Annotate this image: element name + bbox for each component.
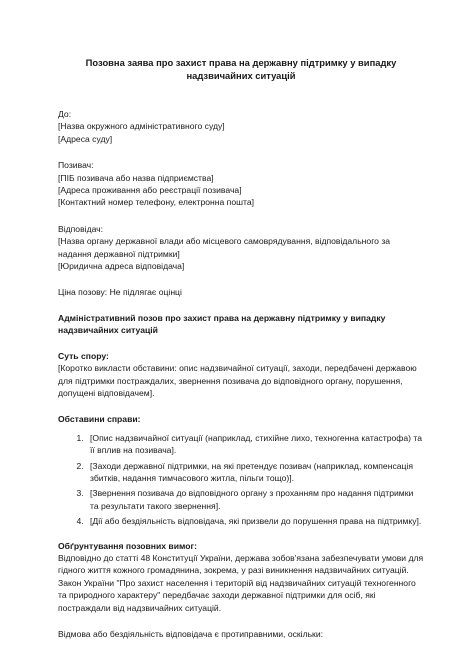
plaintiff-block [58,159,424,209]
document-title: Позовна заява про захист права на державну підтримку у випадку надзвичайних ситуацій [85,57,397,81]
grounds-text: Відповідно до статті 48 Конституції України, держава зобов'язана забезпечувати умови для гідного життя кожного громадянина, зокрема, у разі виникнення надзвичайних ситуацій. Закон України "Про захист населення і територій від надзвичайних ситуацій техногенного та природного характеру" передбачає заходи державної підтримки для осіб, які постраждали від надзвичайних ситуацій. [58,552,424,613]
circumstances-heading: Обставини справи: [58,414,141,425]
defendant-address: [Юридична адреса відповідача] [58,261,185,272]
list-item: 3. [Звернення позивача до відповідного органу з проханням про надання підтримки та результати такого звернення]. [86,487,424,512]
plaintiff-address: [Адреса проживання або реєстрації позивача] [58,185,242,196]
plaintiff-label: Позивач: [58,160,94,171]
court-label: До: [58,109,72,119]
court-name: [Назва окружного адміністративного суду] [58,121,225,132]
essence-heading: Суть спору: [58,350,109,361]
grounds-heading: Обґрунтування позовних вимог: [58,540,197,551]
essence-section [58,350,424,400]
list-item: 4. [Дії або бездіяльність відповідача, які призвели до порушення права на підтримку]. [86,515,424,527]
claim-subtitle: Адміністративний позов про захист права на державну підтримку у випадку надзвичайних ситуацій [58,312,386,336]
court-block [58,108,424,145]
list-item: 2. [Заходи державної підтримки, на які претендує позивач (наприклад, компенсація збитків, надання тимчасового житла, пільги тощо)]. [86,460,424,485]
claim-price: Ціна позову: Не підлягає оцінці [58,287,182,298]
court-address: [Адреса суду] [58,133,113,144]
defendant-label: Відповідач: [58,223,104,234]
plaintiff-name: [ПІБ позивача або назва підприємства] [58,172,214,183]
plaintiff-contact: [Контактний номер телефону, електронна пошта] [58,197,255,208]
circumstances-list [58,432,424,528]
essence-text: [Коротко викласти обставини: опис надзвичайної ситуації, заходи, передбачені державою для підтримки постраждалих, звернення позивача до відповідного органу, порушення, допущені відповідачем]. [58,363,417,398]
list-item: 1. [Опис надзвичайної ситуації (наприклад, стихійне лихо, техногенна катастрофа) та її вплив на позивача]. [86,432,424,457]
grounds-section [58,540,424,614]
defendant-block [58,223,424,273]
defendant-name: [Назва органу державної влади або місцевого самоврядування, відповідального за надання державної підтримки] [58,236,391,259]
circumstances-section [58,413,424,527]
closing-text: Відмова або бездіяльність відповідача є протиправними, оскільки: [58,629,324,639]
